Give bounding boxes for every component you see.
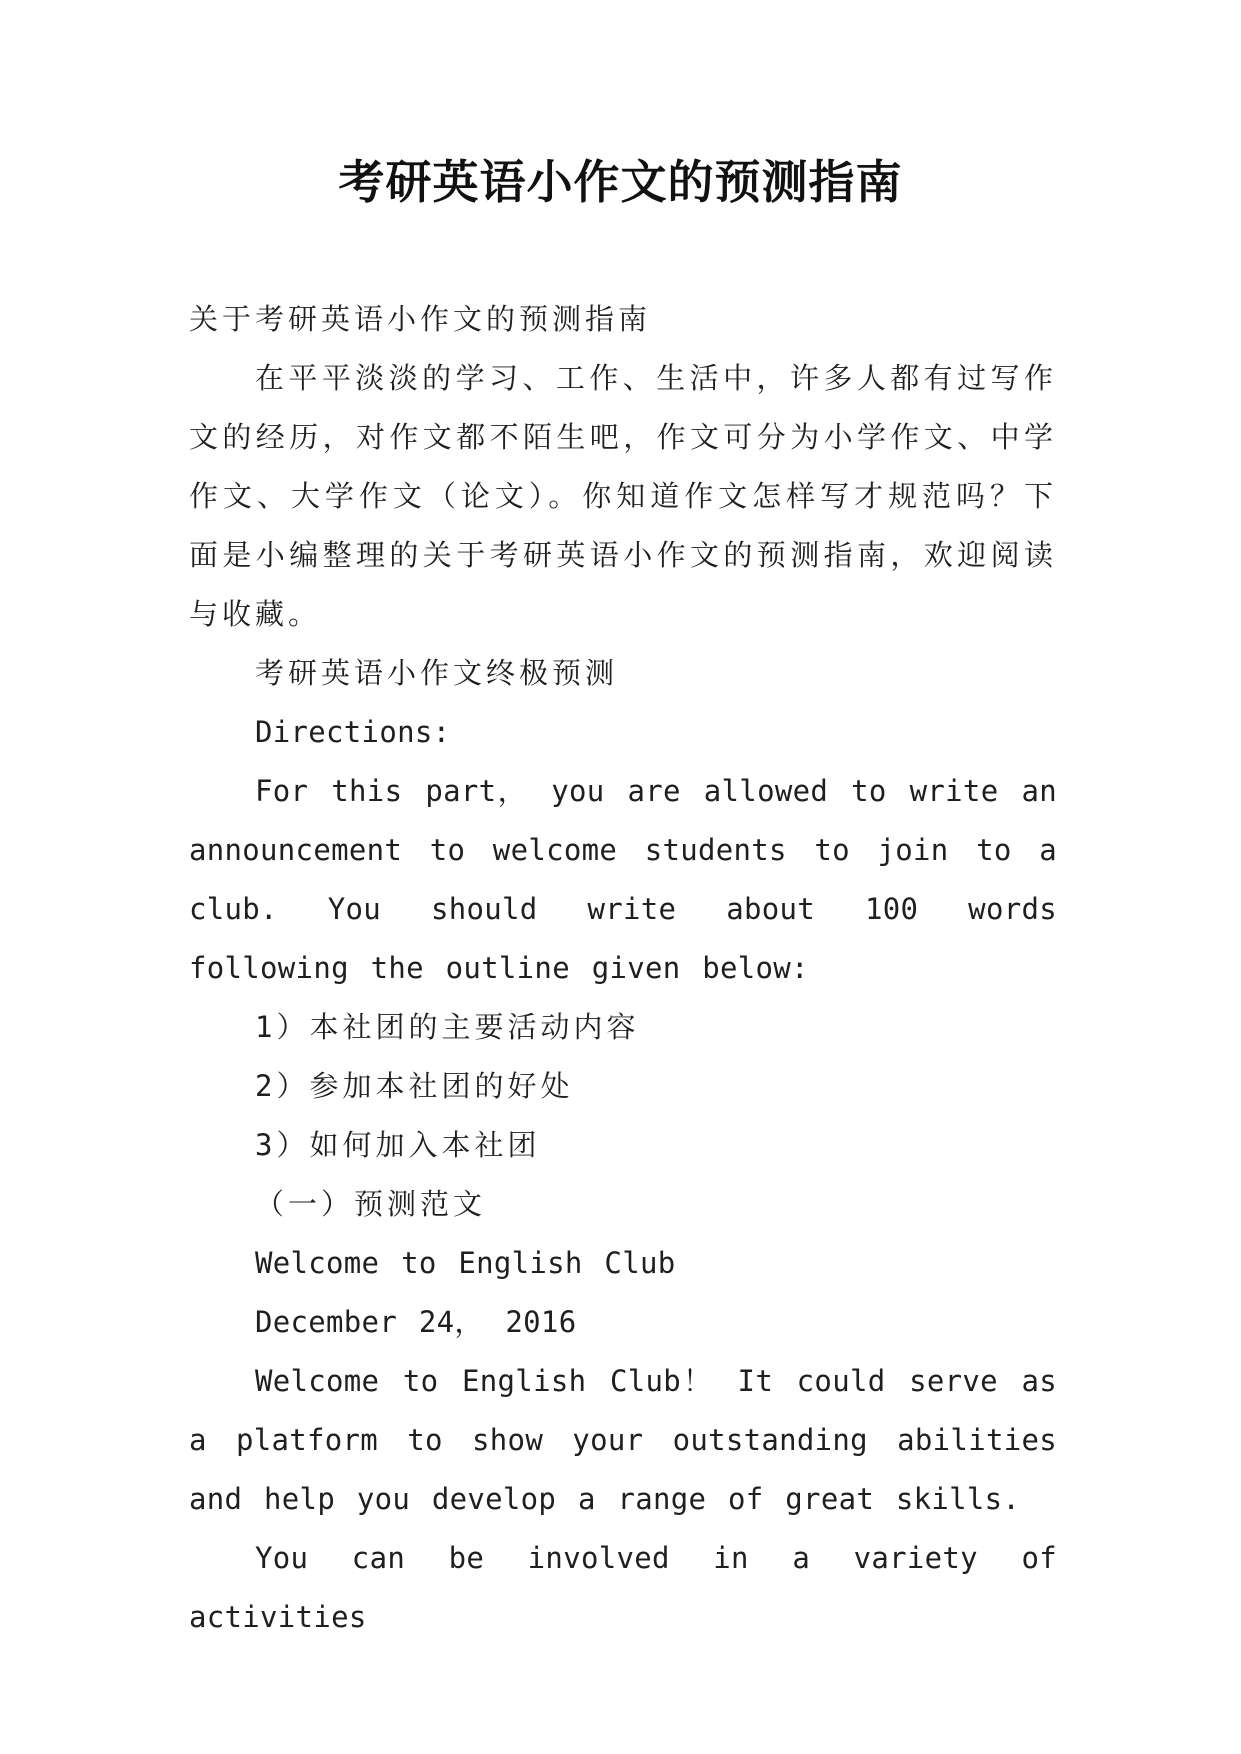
section-heading: 考研英语小作文终极预测 xyxy=(255,656,619,690)
sample-heading: （一）预测范文 xyxy=(255,1187,487,1221)
sample-paragraph-2: You can be involved in a variety of activities xyxy=(189,1541,1057,1634)
sample-date: December 24， 2016 xyxy=(255,1305,577,1339)
outline-item-2: 2）参加本社团的好处 xyxy=(255,1069,574,1103)
directions-paragraph: For this part， you are allowed to write an announcement to welcome students to join to a club. You should write about 100 words following the outline given below: xyxy=(189,774,1057,985)
outline-item-1: 1）本社团的主要活动内容 xyxy=(255,1010,640,1044)
outline-item-3: 3）如何加入本社团 xyxy=(255,1128,541,1162)
document-title: 考研英语小作文的预测指南 xyxy=(338,155,903,209)
sample-paragraph-1: Welcome to English Club！ It could serve as a platform to show your outstanding abilities and help you develop a range of great skills. xyxy=(189,1364,1057,1516)
directions-label: Directions: xyxy=(255,715,451,749)
intro-heading: 关于考研英语小作文的预测指南 xyxy=(189,302,652,336)
sample-title: Welcome to English Club xyxy=(255,1246,676,1280)
document-body xyxy=(189,290,1057,1647)
intro-paragraph: 在平平淡淡的学习、工作、生活中，许多人都有过写作文的经历，对作文都不陌生吧，作文可分为小学作文、中学作文、大学作文（论文）。你知道作文怎样写才规范吗？下面是小编整理的关于考研英语小作文的预测指南，欢迎阅读与收藏。 xyxy=(189,361,1057,631)
